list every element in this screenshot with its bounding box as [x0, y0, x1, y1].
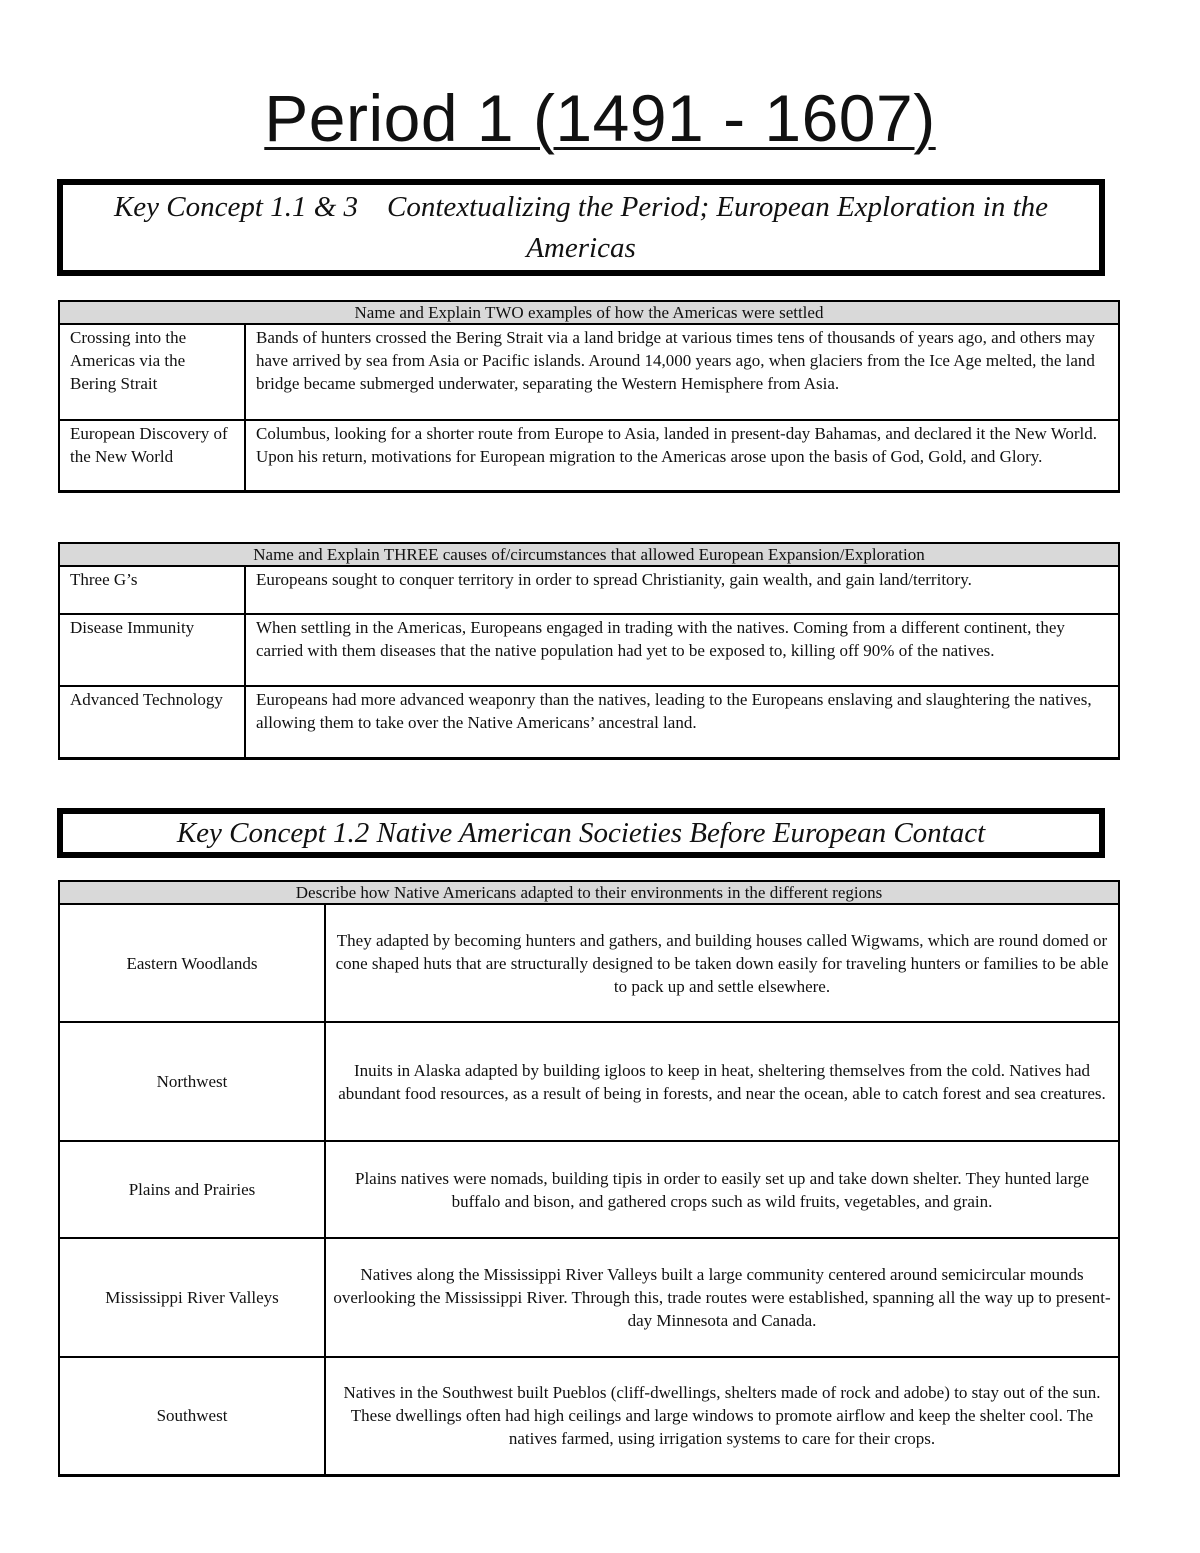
table-header-row	[59, 543, 1119, 566]
table-row	[59, 566, 1119, 614]
key-concept-1-1-banner	[57, 179, 1105, 276]
region-name: Eastern Woodlands	[59, 904, 325, 1022]
table-row	[59, 1022, 1119, 1141]
region-description: Inuits in Alaska adapted by building igloos to keep in heat, sheltering themselves from the cold. Natives had abundant food resources, as a result of being in forests, and near the ocean, able to catch forest and sea creatures.	[325, 1022, 1119, 1141]
native-regions-table-header: Describe how Native Americans adapted to their environments in the different regions	[59, 881, 1119, 904]
native-regions-table	[58, 880, 1120, 1477]
region-description: Natives along the Mississippi River Valleys built a large community centered around semicircular mounds overlooking the Mississippi River. Through this, trade routes were established, spanning all the way up to present-day Minnesota and Canada.	[325, 1238, 1119, 1357]
row-term: Disease Immunity	[59, 614, 245, 686]
table-row	[59, 1357, 1119, 1475]
expansion-causes-table-header: Name and Explain THREE causes of/circumstances that allowed European Expansion/Exploration	[59, 543, 1119, 566]
region-name: Northwest	[59, 1022, 325, 1141]
table-header-row	[59, 301, 1119, 324]
key-concept-1-1-line1: Key Concept 1.1 & 3 Contextualizing the Period; European Exploration in the	[113, 190, 1049, 223]
table-row	[59, 420, 1119, 491]
row-explanation: Europeans had more advanced weaponry than the natives, leading to the Europeans enslaving and slaughtering the natives, allowing them to take over the Native Americans’ ancestral land.	[245, 686, 1119, 758]
page-title: Period 1 (1491 - 1607)	[264, 81, 936, 155]
row-term: Advanced Technology	[59, 686, 245, 758]
row-explanation: Europeans sought to conquer territory in order to spread Christianity, gain wealth, and gain land/territory.	[245, 566, 1119, 614]
region-description: Natives in the Southwest built Pueblos (cliff-dwellings, shelters made of rock and adobe) to stay out of the sun. These dwellings often had high ceilings and large windows to promote airflow and keep the shelter cool. The natives farmed, using irrigation systems to care for their crops.	[325, 1357, 1119, 1475]
key-concept-1-2-banner	[57, 808, 1105, 858]
table-row	[59, 904, 1119, 1022]
table-header-row	[59, 881, 1119, 904]
row-term: Crossing into the Americas via the Bering Strait	[59, 324, 245, 420]
settlement-table	[58, 300, 1120, 493]
expansion-causes-table	[58, 542, 1120, 760]
region-name: Mississippi River Valleys	[59, 1238, 325, 1357]
row-explanation: When settling in the Americas, Europeans engaged in trading with the natives. Coming from a different continent, they carried with them diseases that the native population had yet to be exposed to, killing off 90% of the natives.	[245, 614, 1119, 686]
table-row	[59, 614, 1119, 686]
settlement-table-header: Name and Explain TWO examples of how the Americas were settled	[59, 301, 1119, 324]
row-term: European Discovery of the New World	[59, 420, 245, 491]
table-row	[59, 324, 1119, 420]
row-term: Three G’s	[59, 566, 245, 614]
table-row	[59, 686, 1119, 758]
region-name: Southwest	[59, 1357, 325, 1475]
region-description: They adapted by becoming hunters and gathers, and building houses called Wigwams, which are round domed or cone shaped huts that are structurally designed to be taken down easily for traveling hunters or families to be able to pack up and settle elsewhere.	[325, 904, 1119, 1022]
region-name: Plains and Prairies	[59, 1141, 325, 1238]
key-concept-1-1-line2: Americas	[526, 231, 636, 264]
table-row	[59, 1141, 1119, 1238]
row-explanation: Bands of hunters crossed the Bering Strait via a land bridge at various times tens of thousands of years ago, and others may have arrived by sea from Asia or Pacific islands. Around 14,000 years ago, when glaciers from the Ice Age melted, the land bridge became submerged underwater, separating the Western Hemisphere from Asia.	[245, 324, 1119, 420]
region-description: Plains natives were nomads, building tipis in order to easily set up and take down shelter. They hunted large buffalo and bison, and gathered crops such as wild fruits, vegetables, and grain.	[325, 1141, 1119, 1238]
key-concept-1-2-title: Key Concept 1.2 Native American Societies Before European Contact	[176, 816, 986, 849]
table-row	[59, 1238, 1119, 1357]
row-explanation: Columbus, looking for a shorter route from Europe to Asia, landed in present-day Bahamas, and declared it the New World. Upon his return, motivations for European migration to the Americas arose upon the basis of God, Gold, and Glory.	[245, 420, 1119, 491]
